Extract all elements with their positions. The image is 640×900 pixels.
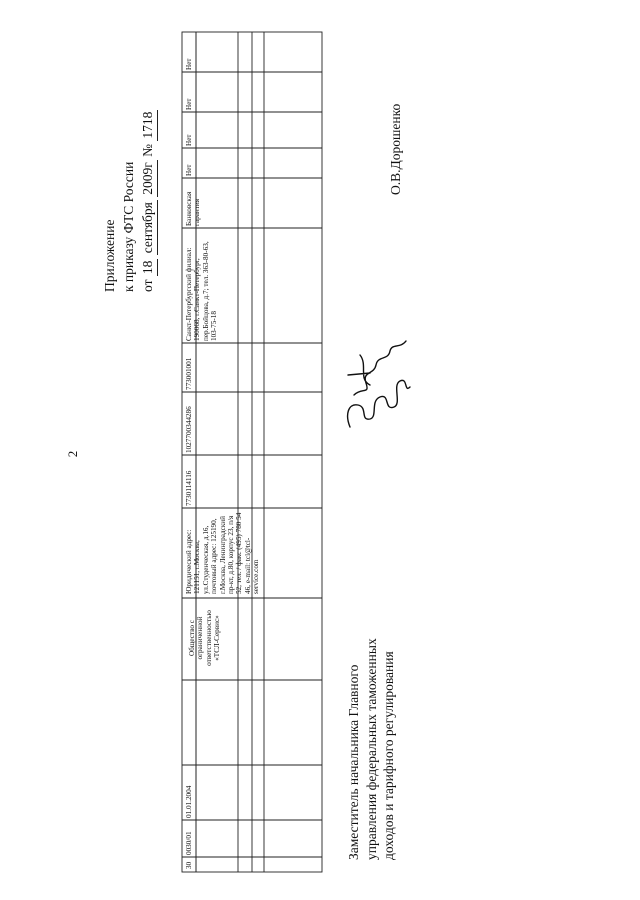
appendix-number: 1718 <box>138 110 158 141</box>
signer-name: О.В.Дорошенко <box>388 103 403 195</box>
appendix-line-2: к приказу ФТС России <box>121 161 136 292</box>
cell-inn: 7730114116 <box>185 470 193 506</box>
appendix-year: 2009г <box>138 160 158 197</box>
signer-title-line-1: Заместитель начальника Главного <box>346 664 361 860</box>
cell-date: 01.01.2004 <box>185 785 193 818</box>
cell-row-number: 30 <box>185 861 193 869</box>
signer-title <box>345 638 398 860</box>
appendix-day: 18 <box>138 259 158 277</box>
cell-ogrn: 1027700344286 <box>185 406 193 453</box>
cell-flag-1: Нет <box>185 164 193 176</box>
appendix-number-sign: № <box>140 143 155 157</box>
handwritten-signature <box>340 335 415 435</box>
cell-guarantee: Банковская гарантия <box>185 191 202 226</box>
cell-address: Юридический адрес: 121151, г.Москва, ул.Студенческая, д.16, почтовый адрес: 125190, г.Москва, Ленинградский пр-кт, д.80, корпус 23, п/я 52, тел. / факс (495) 780 54 46, e-mail: tcl@tcl-service.com <box>185 512 261 594</box>
signer-title-line-2: управления федеральных таможенных <box>363 638 379 860</box>
appendix-from: от <box>140 279 155 292</box>
cell-kpp: 773001001 <box>185 357 193 390</box>
appendix-line-1: Приложение <box>102 219 117 292</box>
interior-rules <box>238 32 264 872</box>
cell-flag-3: Нет <box>185 98 193 110</box>
page-number: 2 <box>65 450 80 458</box>
cell-code: 0030/01 <box>185 831 193 855</box>
cell-flag-4: Нет <box>185 58 193 70</box>
signer-title-line-3: доходов и тарифного регулирования <box>381 651 396 860</box>
appendix-month: сентября <box>138 200 158 255</box>
cell-branch: Санкт-Петербургский филиал: 190068, г.Санкт-Петербург, пер.Бойцова, д.7; тел. 363-80-63, 103-75-18 <box>185 241 219 341</box>
cell-flag-2: Нет <box>185 134 193 146</box>
cell-company-name: Общество с ограниченной ответственностью «ТСЛ-Сервис» <box>188 610 222 666</box>
